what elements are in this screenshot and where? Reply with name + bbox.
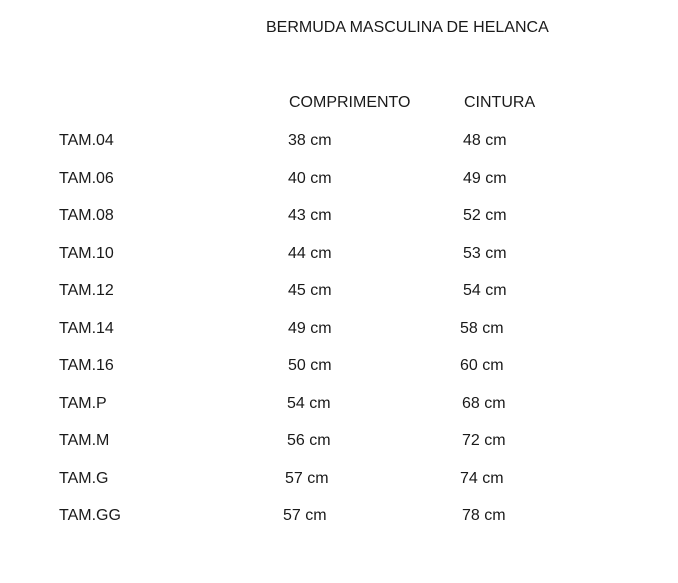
cintura-cell: 68 cm [462, 394, 506, 412]
size-cell: TAM.14 [59, 319, 114, 337]
size-cell: TAM.M [59, 432, 110, 449]
comprimento-cell: 40 cm [288, 169, 332, 187]
table-row [0, 281, 678, 319]
table-row [0, 169, 678, 207]
size-cell: TAM.GG [59, 507, 121, 524]
size-cell: TAM.P [59, 394, 107, 412]
comprimento-cell: 45 cm [288, 282, 332, 299]
column-header-comprimento: COMPRIMENTO [289, 94, 411, 111]
cintura-cell: 49 cm [463, 169, 507, 187]
comprimento-cell: 38 cm [288, 132, 332, 149]
comprimento-cell: 57 cm [285, 469, 329, 487]
size-cell: TAM.G [59, 469, 109, 487]
comprimento-cell: 44 cm [288, 244, 332, 262]
cintura-cell: 78 cm [462, 507, 506, 524]
comprimento-cell: 54 cm [287, 394, 331, 412]
cintura-cell: 53 cm [463, 244, 507, 262]
size-table [0, 131, 678, 544]
cintura-cell: 60 cm [460, 357, 504, 374]
table-row [0, 206, 678, 244]
size-cell: TAM.04 [59, 132, 114, 149]
size-cell: TAM.10 [59, 244, 114, 262]
comprimento-cell: 49 cm [288, 319, 332, 337]
table-row [0, 319, 678, 357]
comprimento-cell: 57 cm [283, 507, 327, 524]
table-row [0, 244, 678, 282]
page-title: BERMUDA MASCULINA DE HELANCA [266, 19, 549, 36]
size-cell: TAM.06 [59, 169, 114, 187]
cintura-cell: 52 cm [463, 207, 507, 224]
table-row [0, 394, 678, 432]
cintura-cell: 74 cm [460, 469, 504, 487]
comprimento-cell: 56 cm [287, 432, 331, 449]
cintura-cell: 48 cm [463, 132, 507, 149]
table-row [0, 506, 678, 544]
table-row [0, 356, 678, 394]
comprimento-cell: 50 cm [288, 357, 332, 374]
comprimento-cell: 43 cm [288, 207, 332, 224]
column-header-cintura: CINTURA [464, 94, 536, 111]
cintura-cell: 72 cm [462, 432, 506, 449]
table-row [0, 431, 678, 469]
size-cell: TAM.08 [59, 207, 114, 224]
size-cell: TAM.12 [59, 282, 114, 299]
table-row [0, 131, 678, 169]
cintura-cell: 54 cm [463, 282, 507, 299]
size-cell: TAM.16 [59, 357, 114, 374]
cintura-cell: 58 cm [460, 319, 504, 337]
table-row [0, 469, 678, 507]
